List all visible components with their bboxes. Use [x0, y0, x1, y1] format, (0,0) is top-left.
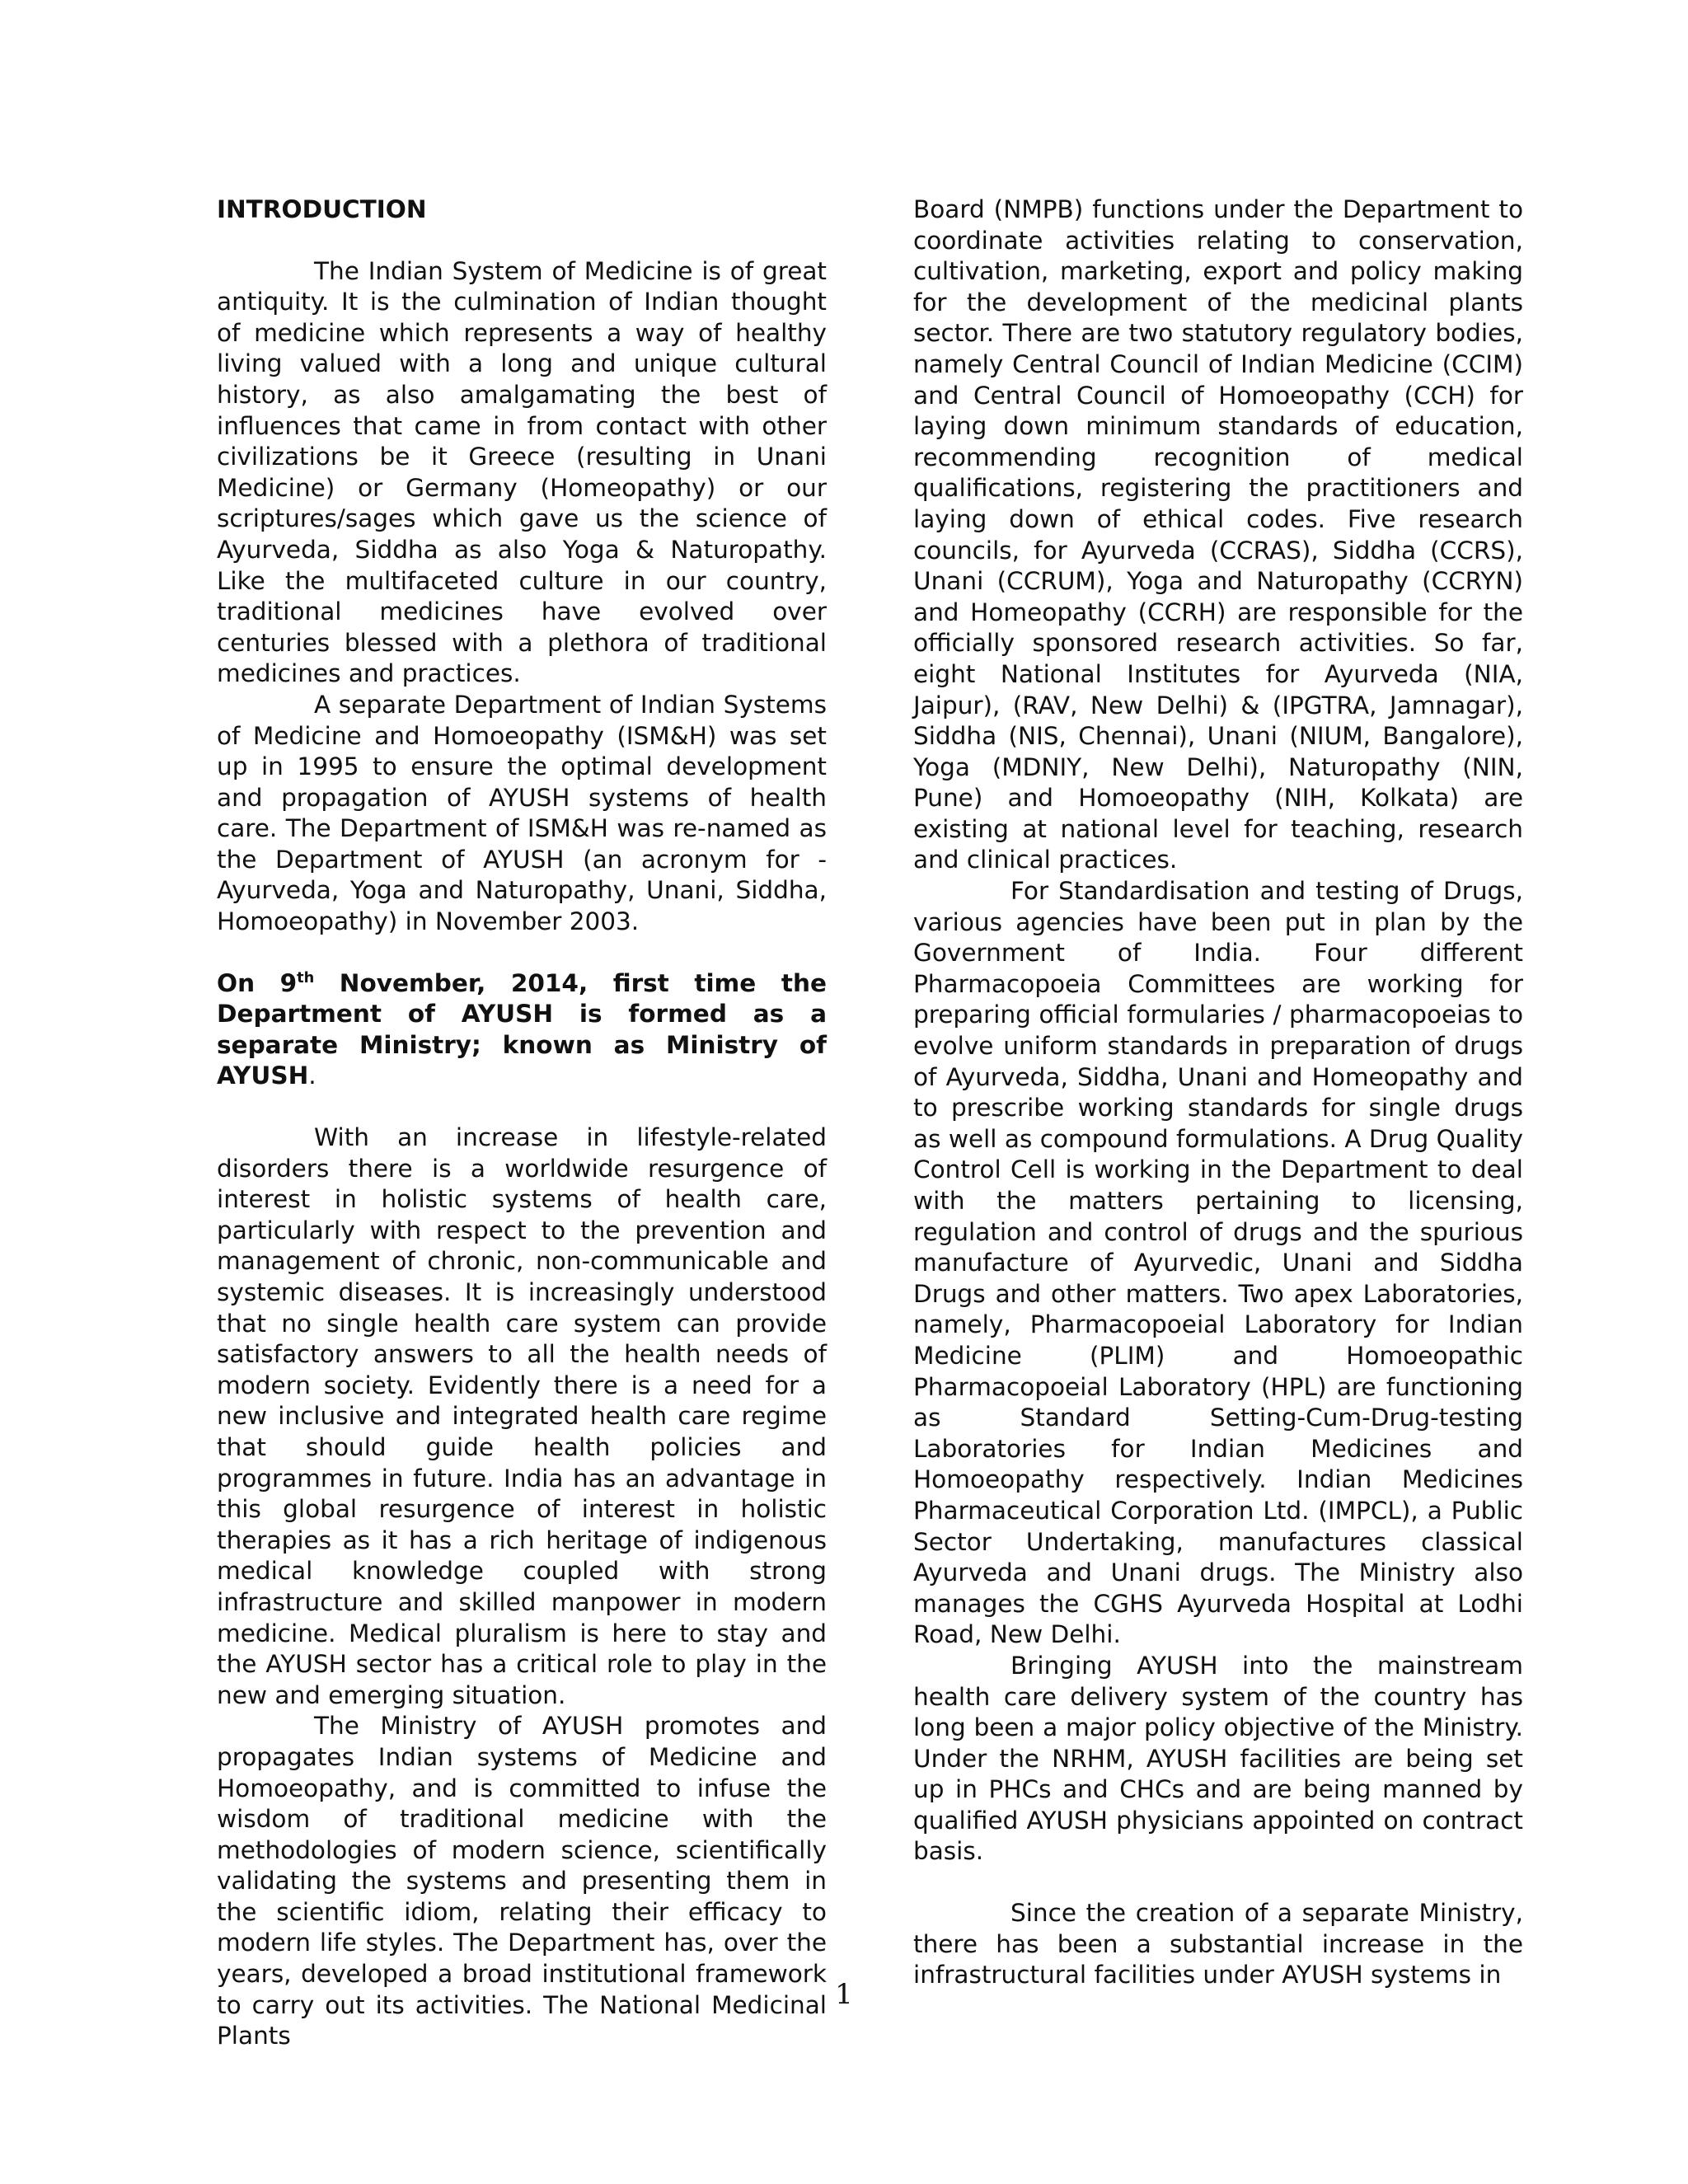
paragraph: Since the creation of a separate Ministry, there has been a substantial increase in the infrastructural facilities under AYUSH systems in — [913, 1899, 1523, 1990]
paragraph: The Ministry of AYUSH promotes and propagates Indian systems of Medicine and Homoeopathy, and is committed to infuse the wisdom of traditional medicine with the methodologies of modern science, scientifically validating the systems and presenting them in the scientific idiom, relating their efficacy to modern life styles. The Department has, over the years, developed a broad institutional framework to carry out its activities. The National Medicinal Plants — [217, 1712, 827, 2050]
left-column — [217, 194, 827, 2052]
right-column — [913, 194, 1523, 1991]
paragraph: For Standardisation and testing of Drugs, various agencies have been put in plan by the Government of India. Four different Pharmacopoeia Committees are working for preparing official formularies / pharmacopoeias to evolve uniform standards in preparation of drugs of Ayurveda, Siddha, Unani and Homeopathy and to prescribe working standards for single drugs as well as compound formulations. A Drug Quality Control Cell is working in the Department to deal with the matters pertaining to licensing, regulation and control of drugs and the spurious manufacture of Ayurvedic, Unani and Siddha Drugs and other matters. Two apex Laboratories, namely, Pharmacopoeial Laboratory for Indian Medicine (PLIM) and Homoeopathic Pharmacopoeial Laboratory (HPL) are functioning as Standard Setting-Cum-Drug-testing Laboratories for Indian Medicines and Homoeopathy respectively. Indian Medicines Pharmaceutical Corporation Ltd. (IMPCL), a Public Sector Undertaking, manufactures classical Ayurveda and Unani drugs. The Ministry also manages the CGHS Ayurveda Hospital at Lodhi Road, New Delhi. — [913, 877, 1523, 1649]
statement-text: November, 2014, first time the Department of AYUSH is formed as a separate Ministry; known as Ministry of AYUSH — [217, 968, 827, 1090]
page-number: 1 — [835, 1978, 853, 2011]
paragraph: Board (NMPB) functions under the Department to coordinate activities relating to conservation, cultivation, marketing, export and policy making for the development of the medicinal plants sector. There are two statutory regulatory bodies, namely Central Council of Indian Medicine (CCIM) and Central Council of Homoeopathy (CCH) for laying down minimum standards of education, recommending recognition of medical qualifications, registering the practitioners and laying down of ethical codes. Five research councils, for Ayurveda (CCRAS), Siddha (CCRS), Unani (CCRUM), Yoga and Naturopathy (CCRYN) and Homeopathy (CCRH) are responsible for the officially sponsored research activities. So far, eight National Institutes for Ayurveda (NIA, Jaipur), (RAV, New Delhi) & (IPGTRA, Jamnagar), Siddha (NIS, Chennai), Unani (NIUM, Bangalore), Yoga (MDNIY, New Delhi), Naturopathy (NIN, Pune) and Homoeopathy (NIH, Kolkata) are existing at national level for teaching, research and clinical practices. — [913, 195, 1523, 874]
ministry-statement — [217, 968, 827, 1092]
superscript: th — [297, 969, 315, 987]
paragraph: A separate Department of Indian Systems of Medicine and Homoeopathy (ISM&H) was set up in 1995 to ensure the optimal development and propagation of AYUSH systems of health care. The Department of ISM&H was re-named as the Department of AYUSH (an acronym for - Ayurveda, Yoga and Naturopathy, Unani, Siddha, Homoeopathy) in November 2003. — [217, 690, 827, 936]
statement-prefix: On 9 — [217, 968, 298, 997]
statement-end: . — [308, 1062, 316, 1090]
section-heading: INTRODUCTION — [217, 195, 427, 223]
paragraph: The Indian System of Medicine is of great antiquity. It is the culmination of Indian thought of medicine which represents a way of healthy living valued with a long and unique cultural history, as also amalgamating the best of influences that came in from contact with other civilizations be it Greece (resulting in Unani Medicine) or Germany (Homeopathy) or our scriptures/sages which gave us the science of Ayurveda, Siddha as also Yoga & Naturopathy. Like the multifaceted culture in our country, traditional medicines have evolved over centuries blessed with a plethora of traditional medicines and practices. — [217, 256, 827, 688]
paragraph: Bringing AYUSH into the mainstream health care delivery system of the country has long been a major policy objective of the Ministry. Under the NRHM, AYUSH facilities are being set up in PHCs and CHCs and are being manned by qualified AYUSH physicians appointed on contract basis. — [913, 1651, 1523, 1866]
paragraph: With an increase in lifestyle-related disorders there is a worldwide resurgence of interest in holistic systems of health care, particularly with respect to the prevention and management of chronic, non-communicable and systemic diseases. It is increasingly understood that no single health care system can provide satisfactory answers to all the health needs of modern society. Evidently there is a need for a new inclusive and integrated health care regime that should guide health policies and programmes in future. India has an advantage in this global resurgence of interest in holistic therapies as it has a rich heritage of indigenous medical knowledge coupled with strong infrastructure and skilled manpower in modern medicine. Medical pluralism is here to stay and the AYUSH sector has a critical role to play in the new and emerging situation. — [217, 1123, 827, 1709]
